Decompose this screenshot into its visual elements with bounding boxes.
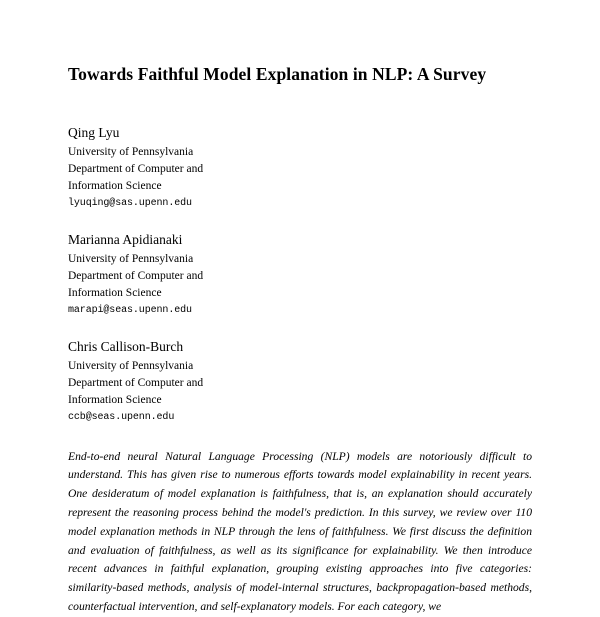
author-name: Chris Callison-Burch (68, 338, 184, 354)
author-affiliation-science: Information Science (68, 179, 162, 192)
abstract-text: End-to-end neural Natural Language Processing (NLP) models are notoriously difficult to understand. This has given rise to numerous efforts towards model explainability in recent years. One desideratum of model explanation is faithfulness, that is, an explanation should accurately represent the reasoning process behind the model's prediction. In this survey, we review over 110 model explanation methods in NLP through the lens of faithfulness. We first discuss the definition and evaluation of faithfulness, as well as its significance for explainability. We then introduce recent advances in faithful explanation, grouping existing approaches into five categories: similarity-based methods, analysis of model-internal structures, backpropagation-based methods, counterfactual intervention, and self-explanatory models. For each category, we (68, 449, 532, 613)
paper-title: Towards Faithful Model Explanation in NLP: A Survey (68, 64, 487, 84)
author-email[interactable]: lyuqing@sas.upenn.edu (68, 197, 192, 209)
author-entry (68, 230, 532, 319)
author-affiliation-university: University of Pennsylvania (68, 253, 194, 266)
author-affiliation-university: University of Pennsylvania (68, 146, 194, 159)
author-affiliation-university: University of Pennsylvania (68, 359, 194, 372)
author-entry (68, 123, 532, 212)
author-affiliation-department: Department of Computer and (68, 269, 204, 282)
author-name: Marianna Apidianaki (68, 231, 183, 247)
author-affiliation-science: Information Science (68, 393, 162, 406)
author-entry (68, 337, 532, 426)
author-list (68, 123, 532, 426)
author-email[interactable]: marapi@seas.upenn.edu (68, 304, 192, 316)
author-affiliation-science: Information Science (68, 286, 162, 299)
author-affiliation-department: Department of Computer and (68, 376, 204, 389)
author-email[interactable]: ccb@seas.upenn.edu (68, 411, 175, 423)
author-affiliation-department: Department of Computer and (68, 162, 204, 175)
author-name: Qing Lyu (68, 124, 120, 140)
